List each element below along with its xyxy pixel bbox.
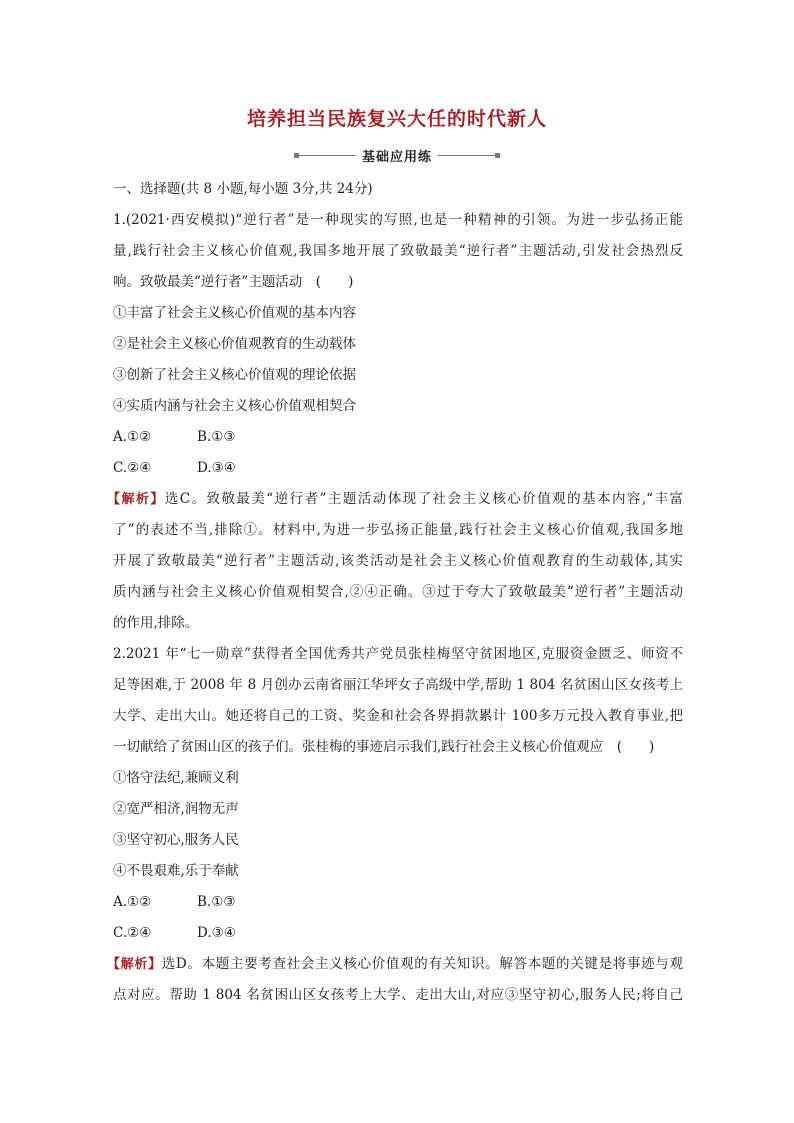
banner-divider-right	[438, 155, 500, 156]
option-a: A.①②	[113, 429, 152, 445]
option-c: C.②④	[113, 460, 152, 476]
question-stem-line: 一切献给了贫困山区的孩子们。张桂梅的事迹启示我们,践行社会主义核心价值观应 ( )	[113, 739, 655, 755]
option-row	[113, 887, 683, 918]
statement-item: ③坚守初心,服务人民	[113, 832, 239, 848]
statement-item: ②是社会主义核心价值观教育的生动载体	[113, 336, 356, 352]
statement-item: ④不畏艰难,乐于奉献	[113, 863, 239, 879]
statement-item: ①丰富了社会主义核心价值观的基本内容	[113, 305, 356, 321]
statement-item: ④实质内涵与社会主义核心价值观相契合	[113, 398, 356, 414]
question-stem-line: 响。致敬最美“逆行者”主题活动 ( )	[113, 274, 354, 290]
question-2	[107, 639, 683, 1011]
page-title: 培养担当民族复兴大任的时代新人	[246, 108, 547, 130]
option-b: B.①③	[197, 429, 236, 445]
option-row	[113, 918, 683, 949]
analysis-text: 选D。本题主要考查社会主义核心价值观的有关知识。解答本题的关键是将事迹与观	[161, 956, 683, 972]
analysis-line	[107, 484, 683, 515]
option-a: A.①②	[113, 894, 152, 910]
statement-item: ③创新了社会主义核心价值观的理论依据	[113, 367, 356, 383]
document-body	[107, 174, 683, 1011]
question-stem-line: 2.2021 年“七一勋章”获得者全国优秀共产党员张桂梅坚守贫困地区,克服资金匮乏、师资不	[113, 646, 683, 662]
banner-dot-right	[495, 153, 500, 158]
section-banner	[0, 146, 794, 165]
question-stem-line: 量,践行社会主义核心价值观,我国多地开展了致敬最美“逆行者”主题活动,引发社会热烈反	[113, 243, 683, 259]
option-row	[113, 422, 683, 453]
question-1	[107, 205, 683, 639]
question-stem-line: 大学、走出大山。她还将自己的工资、奖金和社会各界捐款累计 100多万元投入教育事业,把	[113, 708, 683, 724]
analysis-line	[107, 949, 683, 980]
analysis-label: 【解析】	[107, 957, 162, 972]
question-stem-line: 足等困难,于 2008 年 8 月创办云南省丽江华坪女子高级中学,帮助 1 804 名贫困山区女孩考上	[113, 677, 683, 693]
section-banner-label: 基础应用练	[361, 150, 432, 165]
question-stem-line: 1.(2021·西安模拟)“逆行者”是一种现实的写照,也是一种精神的引领。为进一步弘扬正能	[113, 212, 683, 228]
analysis-line: 的作用,排除。	[113, 615, 199, 631]
banner-dot-left	[294, 153, 299, 158]
option-d: D.③④	[197, 925, 236, 941]
analysis-line: 质内涵与社会主义核心价值观相契合,②④正确。③过于夸大了致敬最美“逆行者”主题活动	[113, 584, 683, 600]
analysis-text: 选C。致敬最美“逆行者”主题活动体现了社会主义核心价值观的基本内容,“丰富	[164, 491, 683, 507]
option-c: C.②④	[113, 925, 152, 941]
banner-divider-left	[294, 155, 356, 156]
analysis-line: 了”的表述不当,排除①。材料中,为进一步弘扬正能量,践行社会主义核心价值观,我国多地	[113, 522, 683, 538]
statement-item: ②宽严相济,润物无声	[113, 801, 239, 817]
option-b: B.①③	[197, 894, 236, 910]
analysis-label: 【解析】	[107, 492, 165, 507]
statement-item: ①恪守法纪,兼顾义利	[113, 770, 239, 786]
option-d: D.③④	[197, 460, 236, 476]
section-heading: 一、选择题(共 8 小题,每小题 3分,共 24分)	[113, 181, 373, 197]
analysis-line: 开展了致敬最美“逆行者”主题活动,该类活动是社会主义核心价值观教育的生动载体,其实	[113, 553, 683, 569]
analysis-line: 点对应。帮助 1 804 名贫困山区女孩考上大学、走出大山,对应③坚守初心,服务人民;将自己	[113, 987, 683, 1003]
option-row	[113, 453, 683, 484]
